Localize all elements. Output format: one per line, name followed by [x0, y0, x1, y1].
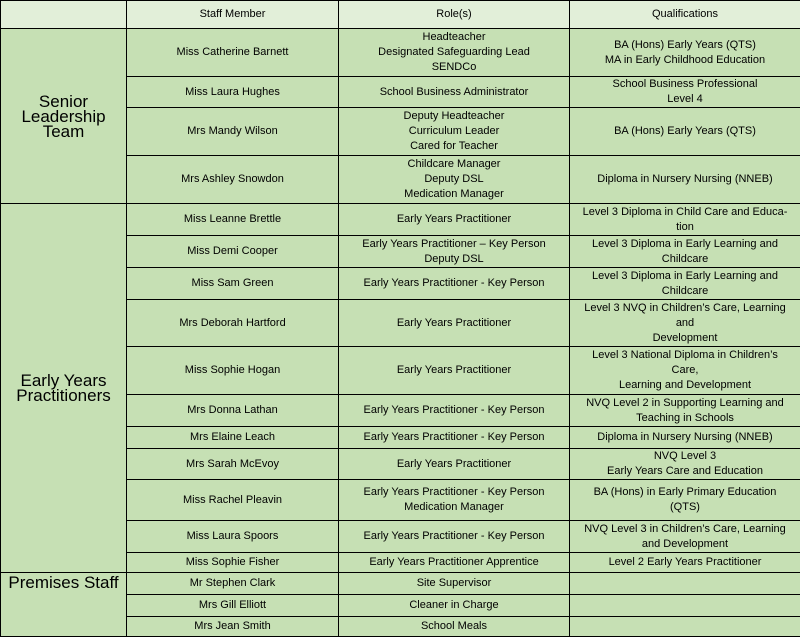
staff-role: Early Years Practitioner – Key Person Deputy DSL	[339, 236, 570, 268]
staff-name: Miss Rachel Pleavin	[127, 480, 339, 521]
staff-role: Early Years Practitioner - Key Person	[339, 268, 570, 300]
header-staff-member: Staff Member	[127, 1, 339, 29]
staff-name: Miss Demi Cooper	[127, 236, 339, 268]
staff-qualification: Level 3 Diploma in Child Care and Educa- tion	[570, 204, 800, 236]
staff-name: Miss Sam Green	[127, 268, 339, 300]
staff-name: Mrs Elaine Leach	[127, 427, 339, 449]
staff-role: School Business Administrator	[339, 77, 570, 108]
staff-role: Deputy Headteacher Curriculum Leader Cared for Teacher	[339, 108, 570, 156]
staff-qualification: Level 3 Diploma in Early Learning and Childcare	[570, 268, 800, 300]
staff-qualification: Level 3 NVQ in Children’s Care, Learning and Development	[570, 300, 800, 347]
header-group	[1, 1, 127, 29]
staff-name: Mr Stephen Clark	[127, 573, 339, 595]
staff-name: Miss Laura Hughes	[127, 77, 339, 108]
staff-role: Cleaner in Charge	[339, 595, 570, 617]
staff-qualification: NVQ Level 2 in Supporting Learning and Teaching in Schools	[570, 395, 800, 427]
group-label-premises-staff: Premises Staff	[1, 573, 127, 637]
table-row	[1, 573, 800, 595]
staff-qualification: Level 2 Early Years Practitioner	[570, 553, 800, 573]
staff-name: Miss Catherine Barnett	[127, 29, 339, 77]
group-label-early-years: Early Years Practitioners	[1, 204, 127, 573]
staff-role: Early Years Practitioner - Key Person Medication Manager	[339, 480, 570, 521]
staff-role: Childcare Manager Deputy DSL Medication Manager	[339, 156, 570, 204]
group-label-senior-leadership: Senior Leadership Team	[1, 29, 127, 204]
staff-qualification: Diploma in Nursery Nursing (NNEB)	[570, 427, 800, 449]
staff-role: Early Years Practitioner	[339, 347, 570, 395]
staff-qualification: Level 3 National Diploma in Children’s Care, Learning and Development	[570, 347, 800, 395]
staff-name: Miss Sophie Fisher	[127, 553, 339, 573]
staff-qualification: Diploma in Nursery Nursing (NNEB)	[570, 156, 800, 204]
staff-qualification	[570, 573, 800, 595]
staff-name: Mrs Deborah Hartford	[127, 300, 339, 347]
header-row	[1, 1, 800, 29]
staff-qualification: Level 3 Diploma in Early Learning and Childcare	[570, 236, 800, 268]
staff-name: Miss Leanne Brettle	[127, 204, 339, 236]
staff-role: Early Years Practitioner	[339, 300, 570, 347]
staff-qualification	[570, 595, 800, 617]
staff-name: Mrs Ashley Snowdon	[127, 156, 339, 204]
staff-role: Headteacher Designated Safeguarding Lead SENDCo	[339, 29, 570, 77]
staff-role: Early Years Practitioner - Key Person	[339, 395, 570, 427]
staff-name: Mrs Sarah McEvoy	[127, 449, 339, 480]
staff-role: Site Supervisor	[339, 573, 570, 595]
header-roles: Role(s)	[339, 1, 570, 29]
staff-qualification: School Business Professional Level 4	[570, 77, 800, 108]
staff-qualification: NVQ Level 3 Early Years Care and Education	[570, 449, 800, 480]
staff-name: Mrs Donna Lathan	[127, 395, 339, 427]
staff-role: Early Years Practitioner - Key Person	[339, 521, 570, 553]
staff-role: Early Years Practitioner Apprentice	[339, 553, 570, 573]
staff-name: Mrs Jean Smith	[127, 617, 339, 637]
staff-role: Early Years Practitioner	[339, 204, 570, 236]
staff-name: Mrs Mandy Wilson	[127, 108, 339, 156]
table-row	[1, 29, 800, 77]
staff-qualification: BA (Hons) in Early Primary Education (QTS)	[570, 480, 800, 521]
staff-qualification: BA (Hons) Early Years (QTS)	[570, 108, 800, 156]
staff-role: Early Years Practitioner	[339, 449, 570, 480]
staff-role: Early Years Practitioner - Key Person	[339, 427, 570, 449]
table-row	[1, 204, 800, 236]
staff-name: Mrs Gill Elliott	[127, 595, 339, 617]
staff-qualification: NVQ Level 3 in Children’s Care, Learning and Development	[570, 521, 800, 553]
staff-name: Miss Sophie Hogan	[127, 347, 339, 395]
header-qualifications: Qualifications	[570, 1, 800, 29]
staff-role: School Meals	[339, 617, 570, 637]
staff-name: Miss Laura Spoors	[127, 521, 339, 553]
staff-qualification: BA (Hons) Early Years (QTS) MA in Early Childhood Education	[570, 29, 800, 77]
